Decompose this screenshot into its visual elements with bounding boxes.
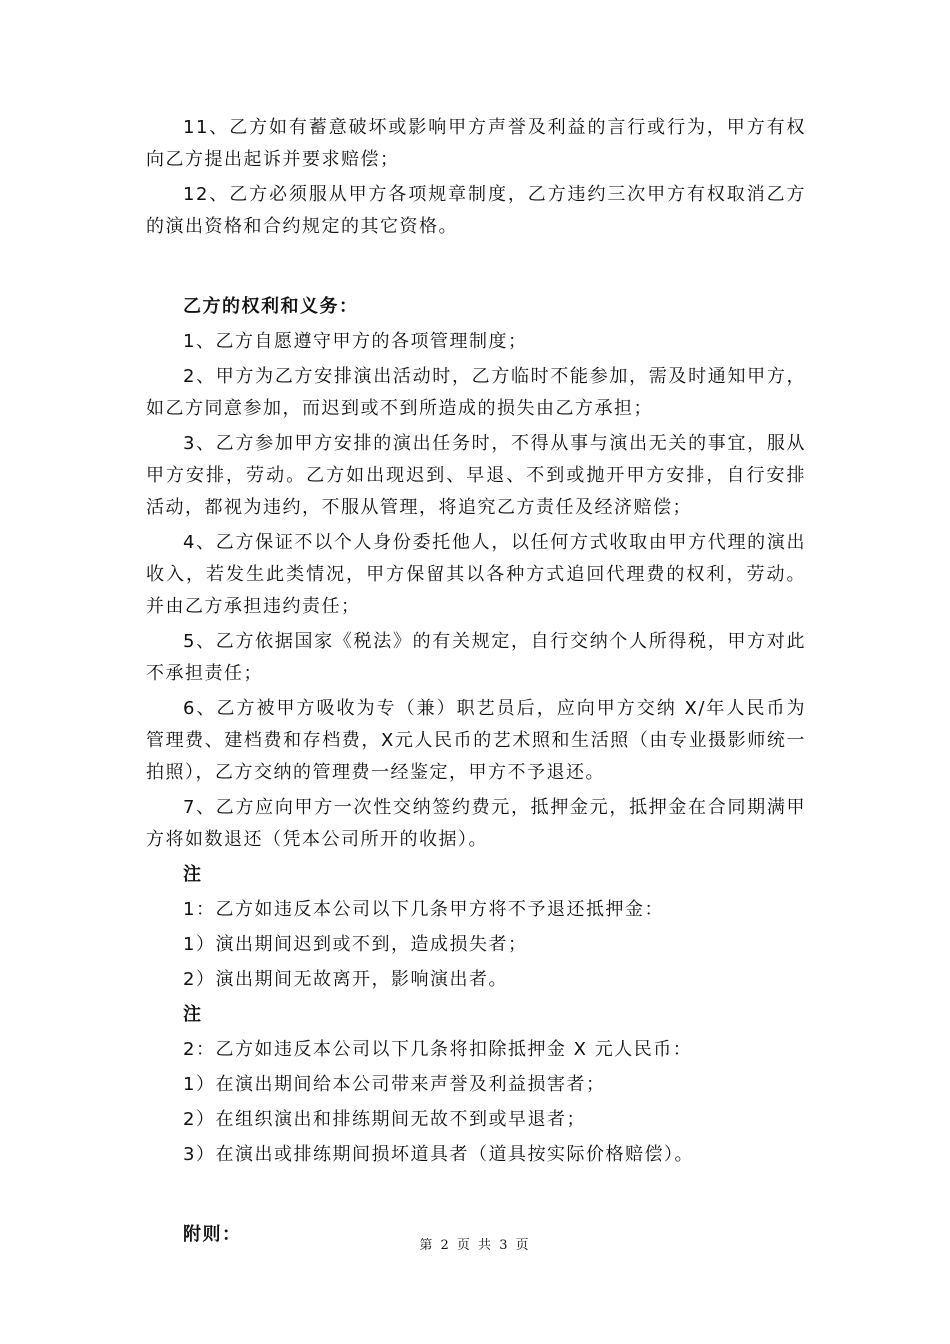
right-item-5: 5、乙方依据国家《税法》的有关规定，自行交纳个人所得税，甲方对此不承担责任； (146, 631, 806, 684)
spacer (146, 246, 806, 291)
right-item-1: 1、乙方自愿遵守甲方的各项管理制度； (183, 331, 528, 352)
note-1-label: 注 (183, 864, 203, 885)
note-2-line: 2）在组织演出和排练期间无故不到或早退者； (183, 1109, 586, 1130)
section-heading-rights: 乙方的权利和义务： (183, 296, 359, 317)
note-2-line: 1）在演出期间给本公司带来声誉及利益损害者； (183, 1074, 606, 1095)
right-item-3: 3、乙方参加甲方安排的演出任务时，不得从事与演出无关的事宜，服从甲方安排，劳动。乙方如出现迟到、早退、不到或抛开甲方安排，自行安排活动，都视为违约，不服从管理，将追究乙方责任及经济赔偿； (146, 433, 806, 518)
clause-12: 12、乙方必须服从甲方各项规章制度，乙方违约三次甲方有权取消乙方的演出资格和合约规定的其它资格。 (146, 184, 806, 237)
clause-11: 11、乙方如有蓄意破坏或影响甲方声誉及利益的言行或行为，甲方有权向乙方提出起诉并要求赔偿； (146, 117, 806, 170)
note-2-line: 2：乙方如违反本公司以下几条将扣除抵押金 X 元人民币： (183, 1039, 693, 1060)
note-2-line: 3）在演出或排练期间损坏道具者（道具按实际价格赔偿）。 (183, 1144, 694, 1165)
appendix-heading: 附则： (183, 1224, 242, 1245)
right-item-2: 2、甲方为乙方安排演出活动时，乙方临时不能参加，需及时通知甲方，如乙方同意参加，而迟到或不到所造成的损失由乙方承担； (146, 366, 806, 419)
right-item-4: 4、乙方保证不以个人身份委托他人，以任何方式收取由甲方代理的演出收入，若发生此类情况，甲方保留其以各种方式追回代理费的权利，劳动。并由乙方承担违约责任； (146, 532, 806, 617)
note-1-line: 1）演出期间迟到或不到，造成损失者； (183, 934, 528, 955)
note-1-line: 1：乙方如违反本公司以下几条甲方将不予退还抵押金： (183, 899, 664, 920)
page-number-footer: 第 2 页 共 3 页 (419, 1238, 531, 1253)
right-item-6: 6、乙方被甲方吸收为专（兼）职艺员后，应向甲方交纳 X/年人民币为管理费、建档费和存档费，X元人民币的艺术照和生活照（由专业摄影师统一拍照），乙方交纳的管理费一经鉴定，甲方不予退还。 (146, 698, 806, 783)
note-2-label: 注 (183, 1004, 203, 1025)
right-item-7: 7、乙方应向甲方一次性交纳签约费元，抵押金元，抵押金在合同期满甲方将如数退还（凭本公司所开的收据）。 (146, 797, 806, 850)
spacer (146, 1174, 806, 1219)
document-body (146, 112, 806, 1254)
note-1-line: 2）演出期间无故离开，影响演出者。 (183, 969, 508, 990)
